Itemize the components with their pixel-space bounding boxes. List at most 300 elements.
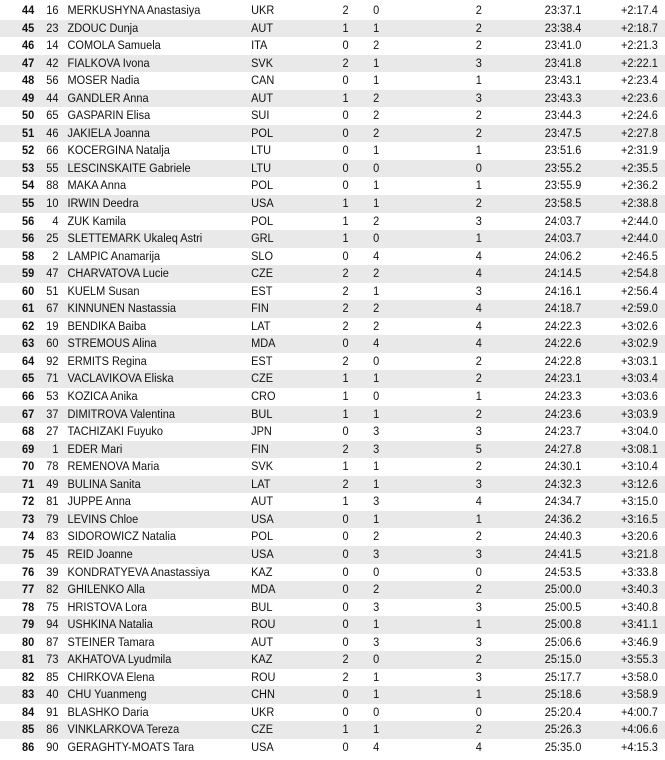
table-row <box>0 90 665 108</box>
penalties-cell: 3 <box>475 424 482 439</box>
table-row <box>0 37 665 55</box>
bib-cell: 60 <box>46 336 59 351</box>
shooting-2-cell: 0 <box>373 3 380 17</box>
time-cell: 24:32.3 <box>544 476 582 491</box>
nation-cell: MDA <box>251 336 276 351</box>
shooting-2-cell: 2 <box>373 125 380 140</box>
time-cell: 23:37.1 <box>544 3 582 17</box>
time-cell: 24:23.3 <box>544 389 582 404</box>
nation-cell: POL <box>251 125 274 140</box>
shooting-2-cell: 2 <box>373 266 380 281</box>
time-cell: 23:41.8 <box>544 55 582 70</box>
time-cell: 25:15.0 <box>544 652 582 667</box>
rank-cell: 44 <box>21 3 35 17</box>
time-behind-cell: +2:46.5 <box>620 248 658 263</box>
athlete-name-cell: BLASHKO Daria <box>67 704 149 719</box>
table-row <box>0 634 665 652</box>
nation-cell: SLO <box>251 248 274 263</box>
time-cell: 24:23.1 <box>544 371 582 386</box>
shooting-1-cell: 0 <box>342 529 349 544</box>
bib-cell: 44 <box>46 90 59 105</box>
athlete-name-cell: CHU Yuanmeng <box>67 687 147 702</box>
time-behind-cell: +2:44.0 <box>620 231 658 246</box>
time-cell: 24:06.2 <box>544 248 582 263</box>
shooting-2-cell: 1 <box>373 283 380 298</box>
time-cell: 23:38.4 <box>544 20 582 35</box>
penalties-cell: 3 <box>475 283 482 298</box>
athlete-name-cell: DIMITROVA Valentina <box>67 406 175 421</box>
bib-cell: 81 <box>46 494 59 509</box>
shooting-2-cell: 3 <box>373 494 380 509</box>
table-row <box>0 335 665 353</box>
table-row <box>0 370 665 388</box>
athlete-name-cell: AKHATOVA Lyudmila <box>67 652 172 667</box>
time-behind-cell: +3:16.5 <box>620 511 658 526</box>
nation-cell: CZE <box>251 266 274 281</box>
nation-cell: MDA <box>251 582 276 597</box>
table-row <box>0 669 665 687</box>
nation-cell: SUI <box>251 108 270 123</box>
table-row <box>0 546 665 564</box>
penalties-cell: 2 <box>475 108 482 123</box>
shooting-1-cell: 1 <box>342 406 349 421</box>
nation-cell: CRO <box>251 389 276 404</box>
athlete-name-cell: JUPPE Anna <box>67 494 131 509</box>
athlete-name-cell: VINKLARKOVA Tereza <box>67 722 180 737</box>
time-behind-cell: +3:02.6 <box>620 318 658 333</box>
rank-cell: 73 <box>21 511 35 526</box>
penalties-cell: 2 <box>475 652 482 667</box>
nation-cell: LTU <box>251 160 272 175</box>
shooting-2-cell: 3 <box>373 634 380 649</box>
table-row <box>0 388 665 406</box>
nation-cell: AUT <box>251 634 274 649</box>
time-cell: 23:55.2 <box>544 160 582 175</box>
penalties-cell: 4 <box>475 336 482 351</box>
time-behind-cell: +3:12.6 <box>620 476 658 491</box>
time-behind-cell: +2:36.2 <box>620 178 658 193</box>
time-cell: 25:00.8 <box>544 617 582 632</box>
time-behind-cell: +3:10.4 <box>620 459 658 474</box>
rank-cell: 45 <box>21 20 35 35</box>
table-row <box>0 493 665 511</box>
rank-cell: 70 <box>21 459 35 474</box>
athlete-name-cell: GANDLER Anna <box>67 90 149 105</box>
penalties-cell: 4 <box>475 266 482 281</box>
table-row <box>0 511 665 529</box>
bib-cell: 49 <box>46 476 59 491</box>
shooting-2-cell: 2 <box>373 582 380 597</box>
penalties-cell: 1 <box>475 73 482 88</box>
athlete-name-cell: SLETTEMARK Ukaleq Astri <box>67 231 203 246</box>
time-cell: 24:36.2 <box>544 511 582 526</box>
penalties-cell: 3 <box>475 634 482 649</box>
nation-cell: POL <box>251 529 274 544</box>
nation-cell: POL <box>251 213 274 228</box>
nation-cell: FIN <box>251 301 269 316</box>
shooting-1-cell: 2 <box>342 55 349 70</box>
athlete-name-cell: FIALKOVA Ivona <box>67 55 150 70</box>
shooting-2-cell: 1 <box>373 511 380 526</box>
nation-cell: SVK <box>251 459 274 474</box>
penalties-cell: 0 <box>475 564 482 579</box>
time-behind-cell: +3:55.3 <box>620 652 658 667</box>
time-behind-cell: +3:40.3 <box>620 582 658 597</box>
nation-cell: JPN <box>251 424 272 439</box>
rank-cell: 61 <box>21 301 35 316</box>
nation-cell: USA <box>251 546 274 561</box>
time-cell: 23:43.3 <box>544 90 582 105</box>
athlete-name-cell: MOSER Nadia <box>67 73 140 88</box>
rank-cell: 77 <box>21 582 35 597</box>
table-row <box>0 160 665 178</box>
time-cell: 24:53.5 <box>544 564 582 579</box>
table-row <box>0 230 665 248</box>
shooting-2-cell: 3 <box>373 441 380 456</box>
bib-cell: 10 <box>46 196 59 211</box>
shooting-2-cell: 0 <box>373 389 380 404</box>
shooting-2-cell: 2 <box>373 90 380 105</box>
athlete-name-cell: KONDRATYEVA Anastassiya <box>67 564 210 579</box>
table-row <box>0 528 665 546</box>
rank-cell: 68 <box>21 424 35 439</box>
shooting-2-cell: 0 <box>373 704 380 719</box>
penalties-cell: 3 <box>475 213 482 228</box>
shooting-1-cell: 0 <box>342 617 349 632</box>
shooting-1-cell: 2 <box>342 353 349 368</box>
shooting-1-cell: 2 <box>342 301 349 316</box>
bib-cell: 55 <box>46 160 59 175</box>
table-row <box>0 283 665 301</box>
penalties-cell: 2 <box>475 3 482 17</box>
penalties-cell: 4 <box>475 739 482 754</box>
nation-cell: EST <box>251 283 273 298</box>
shooting-2-cell: 3 <box>373 546 380 561</box>
athlete-name-cell: ERMITS Regina <box>67 353 147 368</box>
bib-cell: 66 <box>46 143 59 158</box>
rank-cell: 78 <box>21 599 35 614</box>
bib-cell: 85 <box>46 669 59 684</box>
time-behind-cell: +2:27.8 <box>620 125 658 140</box>
bib-cell: 90 <box>46 739 59 754</box>
table-row <box>0 704 665 722</box>
time-cell: 24:40.3 <box>544 529 582 544</box>
nation-cell: LAT <box>251 318 271 333</box>
rank-cell: 56 <box>21 231 35 246</box>
penalties-cell: 3 <box>475 476 482 491</box>
penalties-cell: 3 <box>475 546 482 561</box>
shooting-1-cell: 0 <box>342 599 349 614</box>
bib-cell: 19 <box>46 318 59 333</box>
shooting-2-cell: 1 <box>373 73 380 88</box>
table-row <box>0 318 665 336</box>
table-row <box>0 265 665 283</box>
rank-cell: 72 <box>21 494 35 509</box>
nation-cell: USA <box>251 739 274 754</box>
rank-cell: 59 <box>21 266 35 281</box>
athlete-name-cell: REMENOVA Maria <box>67 459 160 474</box>
rank-cell: 49 <box>21 90 35 105</box>
time-cell: 25:35.0 <box>544 739 582 754</box>
bib-cell: 92 <box>46 353 59 368</box>
rank-cell: 60 <box>21 283 35 298</box>
shooting-2-cell: 0 <box>373 160 380 175</box>
time-behind-cell: +2:38.8 <box>620 196 658 211</box>
shooting-2-cell: 1 <box>373 178 380 193</box>
nation-cell: POL <box>251 178 274 193</box>
rank-cell: 54 <box>21 178 35 193</box>
penalties-cell: 2 <box>475 459 482 474</box>
time-behind-cell: +2:59.0 <box>620 301 658 316</box>
shooting-2-cell: 2 <box>373 213 380 228</box>
shooting-1-cell: 0 <box>342 582 349 597</box>
shooting-2-cell: 4 <box>373 739 380 754</box>
penalties-cell: 1 <box>475 231 482 246</box>
time-cell: 25:00.0 <box>544 582 582 597</box>
penalties-cell: 1 <box>475 389 482 404</box>
athlete-name-cell: BULINA Sanita <box>67 476 141 491</box>
nation-cell: BUL <box>251 599 273 614</box>
time-behind-cell: +3:58.9 <box>620 687 658 702</box>
athlete-name-cell: CHARVATOVA Lucie <box>67 266 169 281</box>
athlete-name-cell: KINNUNEN Nastassia <box>67 301 177 316</box>
rank-cell: 85 <box>21 722 35 737</box>
rank-cell: 46 <box>21 38 35 53</box>
athlete-name-cell: LESCINSKAITE Gabriele <box>67 160 191 175</box>
time-behind-cell: +2:18.7 <box>620 20 658 35</box>
bib-cell: 1 <box>52 441 59 456</box>
shooting-2-cell: 3 <box>373 599 380 614</box>
penalties-cell: 5 <box>475 441 482 456</box>
shooting-1-cell: 0 <box>342 38 349 53</box>
shooting-2-cell: 2 <box>373 38 380 53</box>
time-cell: 24:41.5 <box>544 546 582 561</box>
shooting-2-cell: 2 <box>373 301 380 316</box>
time-cell: 24:27.8 <box>544 441 582 456</box>
penalties-cell: 2 <box>475 125 482 140</box>
nation-cell: SVK <box>251 55 274 70</box>
penalties-cell: 2 <box>475 196 482 211</box>
penalties-cell: 0 <box>475 704 482 719</box>
rank-cell: 75 <box>21 546 35 561</box>
time-cell: 24:16.1 <box>544 283 582 298</box>
shooting-2-cell: 1 <box>373 617 380 632</box>
nation-cell: UKR <box>251 3 275 17</box>
nation-cell: BUL <box>251 406 273 421</box>
nation-cell: KAZ <box>251 564 273 579</box>
table-row <box>0 406 665 424</box>
time-behind-cell: +2:23.6 <box>620 90 658 105</box>
rank-cell: 69 <box>21 441 35 456</box>
time-cell: 25:06.6 <box>544 634 582 649</box>
time-behind-cell: +2:23.4 <box>620 73 658 88</box>
athlete-name-cell: ZDOUC Dunja <box>67 20 139 35</box>
rank-cell: 48 <box>21 73 35 88</box>
time-cell: 24:22.3 <box>544 318 582 333</box>
time-behind-cell: +4:15.3 <box>620 739 658 754</box>
time-cell: 24:34.7 <box>544 494 582 509</box>
rank-cell: 56 <box>21 213 35 228</box>
bib-cell: 42 <box>46 55 59 70</box>
athlete-name-cell: GASPARIN Elisa <box>67 108 151 123</box>
athlete-name-cell: TACHIZAKI Fuyuko <box>67 424 163 439</box>
shooting-1-cell: 2 <box>342 266 349 281</box>
time-cell: 23:44.3 <box>544 108 582 123</box>
time-behind-cell: +2:22.1 <box>620 55 658 70</box>
shooting-1-cell: 2 <box>342 3 349 17</box>
rank-cell: 63 <box>21 336 35 351</box>
athlete-name-cell: BENDIKA Baiba <box>67 318 147 333</box>
time-cell: 23:43.1 <box>544 73 582 88</box>
penalties-cell: 2 <box>475 371 482 386</box>
nation-cell: GRL <box>251 231 274 246</box>
penalties-cell: 4 <box>475 318 482 333</box>
time-cell: 25:18.6 <box>544 687 582 702</box>
time-cell: 23:55.9 <box>544 178 582 193</box>
shooting-1-cell: 1 <box>342 196 349 211</box>
shooting-2-cell: 1 <box>373 476 380 491</box>
time-behind-cell: +3:03.6 <box>620 389 658 404</box>
penalties-cell: 3 <box>475 669 482 684</box>
penalties-cell: 1 <box>475 511 482 526</box>
athlete-name-cell: EDER Mari <box>67 441 123 456</box>
time-cell: 24:23.7 <box>544 424 582 439</box>
shooting-1-cell: 1 <box>342 494 349 509</box>
shooting-1-cell: 0 <box>342 687 349 702</box>
rank-cell: 51 <box>21 125 35 140</box>
shooting-2-cell: 2 <box>373 108 380 123</box>
time-cell: 25:26.3 <box>544 722 582 737</box>
time-cell: 24:22.8 <box>544 353 582 368</box>
table-row <box>0 20 665 38</box>
table-row <box>0 564 665 582</box>
bib-cell: 56 <box>46 73 59 88</box>
shooting-1-cell: 0 <box>342 634 349 649</box>
time-behind-cell: +2:24.6 <box>620 108 658 123</box>
rank-cell: 83 <box>21 687 35 702</box>
penalties-cell: 3 <box>475 90 482 105</box>
nation-cell: USA <box>251 196 274 211</box>
shooting-1-cell: 0 <box>342 143 349 158</box>
bib-cell: 53 <box>46 389 59 404</box>
penalties-cell: 2 <box>475 582 482 597</box>
penalties-cell: 4 <box>475 248 482 263</box>
rank-cell: 65 <box>21 371 35 386</box>
table-row <box>0 125 665 143</box>
bib-cell: 71 <box>46 371 59 386</box>
shooting-1-cell: 0 <box>342 424 349 439</box>
table-row <box>0 353 665 371</box>
athlete-name-cell: CHIRKOVA Elena <box>67 669 155 684</box>
shooting-1-cell: 2 <box>342 669 349 684</box>
shooting-2-cell: 1 <box>373 669 380 684</box>
table-row <box>0 599 665 617</box>
shooting-2-cell: 1 <box>373 143 380 158</box>
results-table <box>0 2 665 757</box>
bib-cell: 75 <box>46 599 59 614</box>
shooting-2-cell: 2 <box>373 529 380 544</box>
penalties-cell: 2 <box>475 38 482 53</box>
penalties-cell: 4 <box>475 301 482 316</box>
nation-cell: ROU <box>251 669 276 684</box>
shooting-2-cell: 0 <box>373 564 380 579</box>
time-behind-cell: +2:17.4 <box>620 3 658 17</box>
time-cell: 25:17.7 <box>544 669 582 684</box>
time-cell: 24:03.7 <box>544 213 582 228</box>
bib-cell: 51 <box>46 283 59 298</box>
table-row <box>0 55 665 73</box>
athlete-name-cell: STREMOUS Alina <box>67 336 157 351</box>
shooting-1-cell: 1 <box>342 389 349 404</box>
shooting-2-cell: 1 <box>373 687 380 702</box>
rank-cell: 55 <box>21 196 35 211</box>
time-behind-cell: +2:31.9 <box>620 143 658 158</box>
shooting-1-cell: 1 <box>342 90 349 105</box>
bib-cell: 39 <box>46 564 59 579</box>
time-behind-cell: +4:06.6 <box>620 722 658 737</box>
shooting-1-cell: 2 <box>342 476 349 491</box>
time-behind-cell: +3:33.8 <box>620 564 658 579</box>
bib-cell: 88 <box>46 178 59 193</box>
time-behind-cell: +2:56.4 <box>620 283 658 298</box>
time-behind-cell: +2:54.8 <box>620 266 658 281</box>
shooting-1-cell: 0 <box>342 178 349 193</box>
time-behind-cell: +3:21.8 <box>620 546 658 561</box>
bib-cell: 45 <box>46 546 59 561</box>
bib-cell: 40 <box>46 687 59 702</box>
time-behind-cell: +3:04.0 <box>620 424 658 439</box>
shooting-2-cell: 0 <box>373 652 380 667</box>
nation-cell: AUT <box>251 494 274 509</box>
bib-cell: 4 <box>52 213 59 228</box>
shooting-2-cell: 4 <box>373 336 380 351</box>
athlete-name-cell: SIDOROWICZ Natalia <box>67 529 176 544</box>
athlete-name-cell: GERAGHTY-MOATS Tara <box>67 739 195 754</box>
shooting-1-cell: 0 <box>342 73 349 88</box>
shooting-1-cell: 0 <box>342 160 349 175</box>
time-cell: 25:20.4 <box>544 704 582 719</box>
shooting-1-cell: 1 <box>342 231 349 246</box>
bib-cell: 47 <box>46 266 59 281</box>
table-row <box>0 686 665 704</box>
shooting-1-cell: 0 <box>342 125 349 140</box>
athlete-name-cell: KOCERGINA Natalja <box>67 143 170 158</box>
shooting-1-cell: 0 <box>342 248 349 263</box>
rank-cell: 82 <box>21 669 35 684</box>
athlete-name-cell: USHKINA Natalia <box>67 617 153 632</box>
time-cell: 24:23.6 <box>544 406 582 421</box>
rank-cell: 53 <box>21 160 35 175</box>
athlete-name-cell: MAKA Anna <box>67 178 127 193</box>
table-row <box>0 458 665 476</box>
time-behind-cell: +2:21.3 <box>620 38 658 53</box>
bib-cell: 14 <box>46 38 59 53</box>
penalties-cell: 3 <box>475 55 482 70</box>
time-behind-cell: +3:03.4 <box>620 371 658 386</box>
time-cell: 25:00.5 <box>544 599 582 614</box>
time-behind-cell: +3:15.0 <box>620 494 658 509</box>
shooting-2-cell: 3 <box>373 424 380 439</box>
shooting-2-cell: 1 <box>373 722 380 737</box>
shooting-1-cell: 0 <box>342 108 349 123</box>
penalties-cell: 1 <box>475 617 482 632</box>
athlete-name-cell: GHILENKO Alla <box>67 582 145 597</box>
bib-cell: 91 <box>46 704 59 719</box>
bib-cell: 37 <box>46 406 59 421</box>
table-row <box>0 739 665 757</box>
nation-cell: ROU <box>251 617 276 632</box>
table-row <box>0 721 665 739</box>
